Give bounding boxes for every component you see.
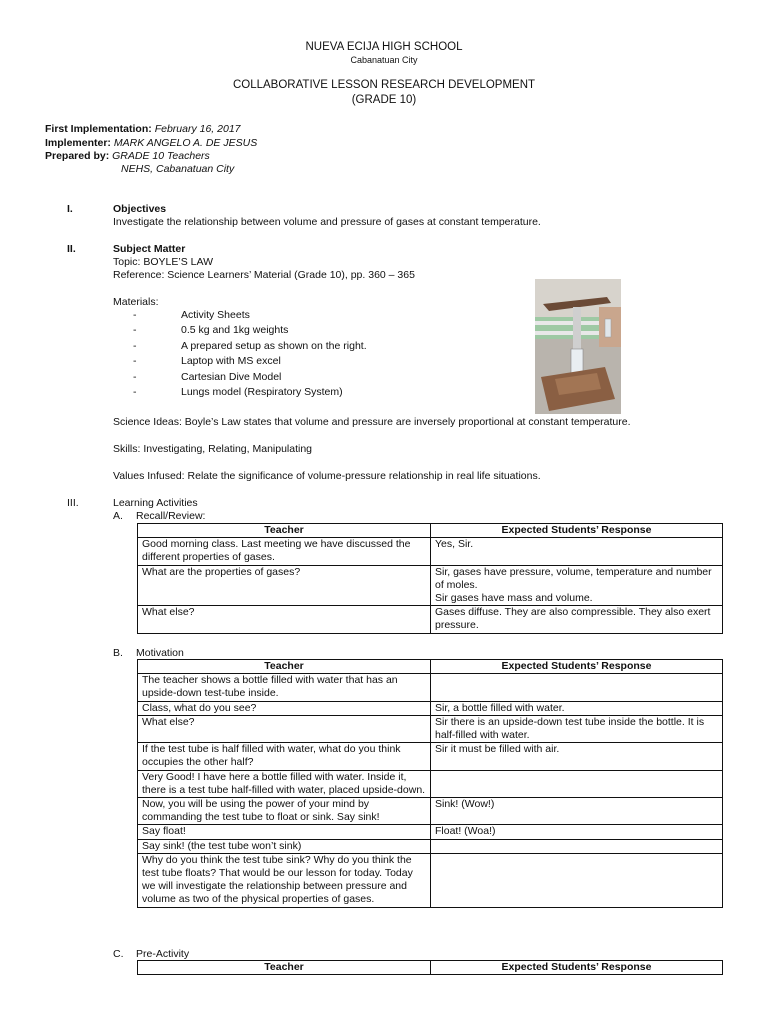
material-dash: - (133, 355, 137, 367)
recall-table (137, 523, 723, 634)
science-ideas: Science Ideas: Boyle’s Law states that volume and pressure are inversely proportional at constant temperature. (113, 416, 631, 428)
document-grade: (GRADE 10) (351, 94, 417, 106)
response-cell: Sink! (Wow!) (431, 798, 723, 825)
preactivity-title: Pre-Activity (136, 948, 190, 960)
column-header-response: Expected Students’ Response (431, 524, 723, 538)
table-row (138, 853, 723, 907)
table-row (138, 798, 723, 825)
material-dash: - (133, 386, 137, 398)
section-heading-activities: Learning Activities (113, 497, 198, 509)
material-item: Lungs model (Respiratory System) (181, 386, 343, 398)
school-city: Cabanatuan City (350, 55, 418, 65)
values-infused: Values Infused: Relate the significance of volume-pressure relationship in real life situations. (113, 470, 541, 482)
material-dash: - (133, 309, 137, 321)
response-cell: Sir it must be filled with air. (431, 743, 723, 770)
table-row (138, 839, 723, 853)
prepared-by-value: GRADE 10 Teachers (112, 150, 210, 162)
teacher-cell: Very Good! I have here a bottle filled with water. Inside it, there is a test tube half-filled with water, placed upside-down. (138, 770, 431, 797)
response-cell: Sir, a bottle filled with water. (431, 701, 723, 715)
section-heading-subject: Subject Matter (113, 243, 186, 255)
teacher-cell: Why do you think the test tube sink? Why do you think the test tube floats? That would be our lesson for today. Today we will investigate the relationship between pressure and volume as two of the physical properties of gases. (138, 853, 431, 907)
objectives-text: Investigate the relationship between volume and pressure of gases at constant temperature. (113, 216, 541, 228)
table-row (138, 770, 723, 797)
response-cell (431, 770, 723, 797)
motivation-table (137, 659, 723, 908)
column-header-response: Expected Students’ Response (431, 660, 723, 674)
table-row (138, 606, 723, 633)
teacher-cell: The teacher shows a bottle filled with water that has an upside-down test-tube inside. (138, 674, 431, 701)
teacher-cell: Say float! (138, 825, 431, 839)
material-item: 0.5 kg and 1kg weights (181, 324, 289, 336)
table-header-row (138, 660, 723, 674)
motivation-letter: B. (113, 647, 123, 659)
material-dash: - (133, 371, 137, 383)
response-cell: Gases diffuse. They are also compressible. They also exert pressure. (431, 606, 723, 633)
section-number-objectives: I. (67, 203, 73, 215)
first-implementation-value: February 16, 2017 (154, 123, 241, 135)
column-header-teacher: Teacher (138, 524, 431, 538)
subject-reference: Reference: Science Learners’ Material (Grade 10), pp. 360 – 365 (113, 269, 415, 281)
recall-letter: A. (113, 510, 123, 522)
response-cell: Sir, gases have pressure, volume, temperature and number of moles. Sir gases have mass and volume. (431, 565, 723, 606)
subject-topic: Topic: BOYLE’S LAW (113, 256, 213, 268)
table-header-row (138, 961, 723, 975)
table-row (138, 538, 723, 565)
implementer-label: Implementer: (45, 137, 111, 149)
material-dash: - (133, 324, 137, 336)
teacher-cell: Say sink! (the test tube won’t sink) (138, 839, 431, 853)
response-cell (431, 853, 723, 907)
response-cell: Sir there is an upside-down test tube inside the bottle. It is half-filled with water. (431, 715, 723, 742)
table-row (138, 715, 723, 742)
first-implementation (45, 123, 241, 136)
materials-label: Materials: (113, 296, 159, 308)
table-row (138, 565, 723, 606)
column-header-teacher: Teacher (138, 961, 431, 975)
column-header-teacher: Teacher (138, 660, 431, 674)
material-item: Cartesian Dive Model (181, 371, 282, 383)
material-item: A prepared setup as shown on the right. (181, 340, 367, 352)
table-row (138, 674, 723, 701)
boyles-law-setup-photo-icon (535, 279, 621, 414)
document-title: COLLABORATIVE LESSON RESEARCH DEVELOPMENT (232, 79, 536, 91)
skills: Skills: Investigating, Relating, Manipulating (113, 443, 313, 455)
teacher-cell: What else? (138, 715, 431, 742)
table-row (138, 701, 723, 715)
implementer (45, 137, 257, 150)
preactivity-table (137, 960, 723, 975)
table-header-row (138, 524, 723, 538)
prepared-by-value-2: NEHS, Cabanatuan City (121, 163, 235, 175)
motivation-title: Motivation (136, 647, 184, 659)
prepared-by (45, 150, 210, 163)
teacher-cell: Class, what do you see? (138, 701, 431, 715)
recall-title: Recall/Review: (136, 510, 206, 522)
response-cell (431, 674, 723, 701)
table-row (138, 743, 723, 770)
response-cell: Yes, Sir. (431, 538, 723, 565)
material-item: Activity Sheets (181, 309, 250, 321)
teacher-cell: If the test tube is half filled with water, what do you think occupies the other half? (138, 743, 431, 770)
material-item: Laptop with MS excel (181, 355, 281, 367)
section-number-activities: III. (67, 497, 79, 509)
teacher-cell: Now, you will be using the power of your mind by commanding the test tube to float or sink. Say sink! (138, 798, 431, 825)
column-header-response: Expected Students’ Response (431, 961, 723, 975)
implementer-value: MARK ANGELO A. DE JESUS (113, 137, 258, 149)
teacher-cell: What are the properties of gases? (138, 565, 431, 606)
first-implementation-label: First Implementation: (45, 123, 152, 135)
prepared-by-label: Prepared by: (45, 150, 110, 162)
response-cell: Float! (Woa!) (431, 825, 723, 839)
teacher-cell: What else? (138, 606, 431, 633)
section-number-subject: II. (67, 243, 76, 255)
preactivity-letter: C. (113, 948, 124, 960)
teacher-cell: Good morning class. Last meeting we have discussed the different properties of gases. (138, 538, 431, 565)
material-dash: - (133, 340, 137, 352)
section-heading-objectives: Objectives (113, 203, 167, 215)
school-name: NUEVA ECIJA HIGH SCHOOL (305, 41, 463, 53)
response-cell (431, 839, 723, 853)
table-row (138, 825, 723, 839)
